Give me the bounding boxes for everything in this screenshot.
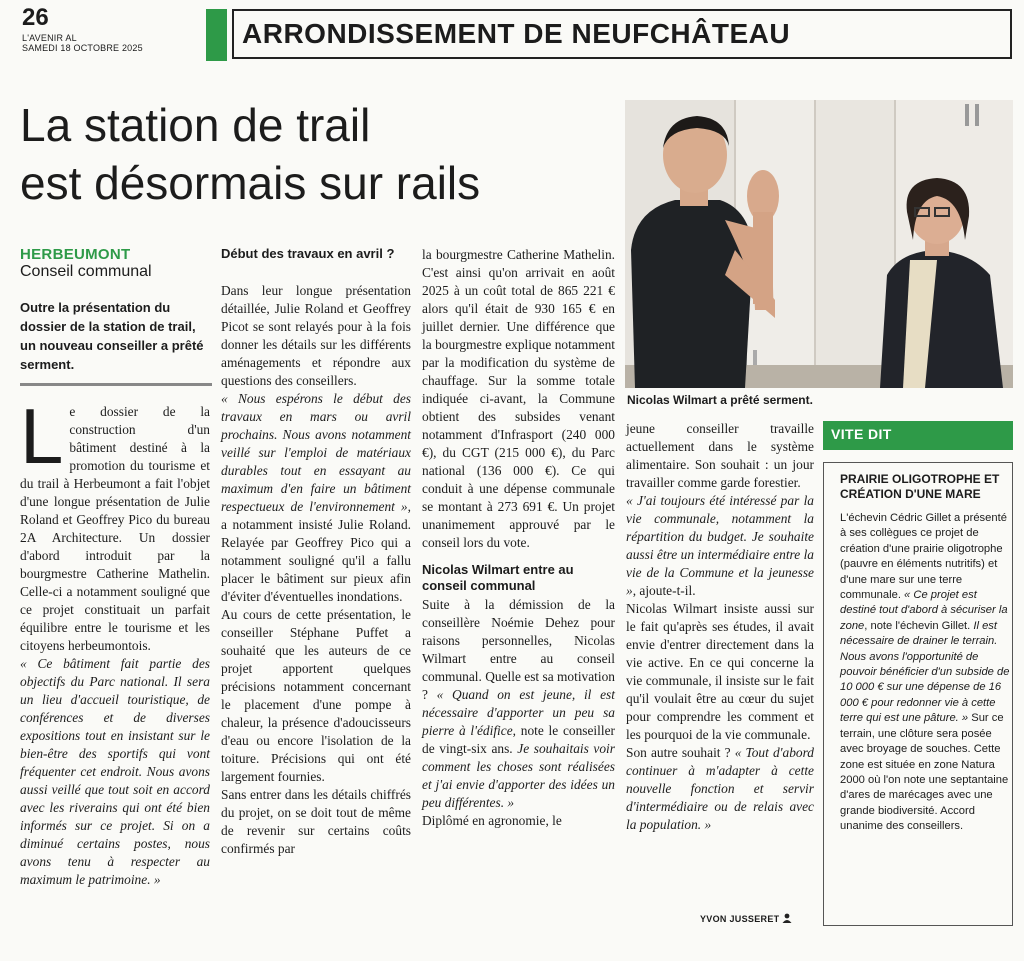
col2-paragraph-2-rest: , a notamment insisté Julie Roland. Relayée par Geoffrey Pico qui a notamment souligné qu'il a fallu placer le bâtiment sur pieux afin d'éviter d'éventuelles inondations.	[221, 499, 411, 604]
col4-paragraph-3: Nicolas Wilmart insiste aussi sur le fait qu'après ses études, il avait envie d'entrer directement dans la vie active. En ce qui concerne la vie communale, il insiste sur le fait qu'il voulait être au cœur du sujet pour comprendre les comment et les pourquoi de la vie communale.	[626, 601, 814, 742]
col4-paragraph-2-rest: , ajoute-t-il.	[632, 583, 696, 598]
col3-quote-1: « Quand on est jeune, il est nécessaire d'apporter un peu sa pierre à l'édifice	[422, 687, 615, 738]
subhead-works: Début des travaux en avril ?	[221, 246, 395, 261]
author-icon	[782, 913, 792, 923]
col1-paragraph-2	[20, 655, 210, 889]
col4-paragraph-1: jeune conseiller travaille actuellement dans le système alimentaire. Son souhait : un jour travailler comme garde forestier.	[626, 421, 814, 490]
col2-paragraph-4: Sans entrer dans les détails chiffrés du projet, on se doit tout de même de revenir sur certains coûts confirmés par	[221, 787, 411, 856]
col2-paragraph-1: Dans leur longue présentation détaillée, Julie Roland et Geoffrey Picot se sont relayés pour à la fois donner les détails sur les différents aménagements et répondre aux questions des conseillers.	[221, 283, 411, 388]
publication-date: SAMEDI 18 OCTOBRE 2025	[22, 43, 143, 53]
vite-dit-text-3: Sur ce terrain, une clôture sera posée avec broyage de souches. Cette zone est située en zone Natura 2000 où l'on note une septantaine d'ares de marécages avec une grande biodiversité. Accord unanime des conseillers.	[840, 712, 1009, 833]
col3-p2-start: Suite à la démission de la conseillère Noémie Dehez pour raisons personnelles, Nicolas Wilmart entre au conseil communal. Quelle est sa motivation ?	[422, 597, 616, 702]
kicker-place: HERBEUMONT	[20, 246, 131, 263]
article-column-2	[221, 282, 411, 858]
col4-paragraph-4	[626, 744, 814, 834]
col4-p4-start: Son autre souhait ?	[626, 745, 735, 760]
col2-paragraph-3: Au cours de cette présentation, le conseiller Stéphane Puffet a souhaité que les auteurs de ce projet apportent quelques précisions notamment concernant le placement d'une pompe à chaleur, la présence d'adoucisseurs d'eau ou encore l'isolation de la toiture. Précisions qui ont été largement fournies.	[221, 607, 411, 784]
vite-dit-text	[840, 511, 1010, 835]
subhead-new-councillor: Nicolas Wilmart entre au conseil communal	[422, 562, 574, 593]
vite-dit-quote-1: « Ce projet est destiné tout d'abord à sécuriser la zone	[840, 589, 1008, 632]
section-title: ARRONDISSEMENT DE NEUFCHÂTEAU	[242, 18, 791, 49]
col3-paragraph-1: la bourgmestre Catherine Mathelin. C'est ainsi qu'on arrivait en août 2025 à un coût total de 865 221 € alors qu'il était de 930 165 € en juillet dernier. Une différence que la bourgmestre explique notamment par la modification du système de chauffage. Sur la somme totale indiquée ci-avant, la Commune obtient des subsides venant notamment d'Infrasport (240 000 €), du CGT (215 000 €), du Parc national (136 000 €). Ce qui conduit à une dépense communale se montant à 273 691 €. Un projet unanimement approuvé par le conseil lors du vote.	[422, 247, 615, 550]
col3-paragraph-2	[422, 596, 615, 812]
vite-dit-title: PRAIRIE OLIGOTROPHE ET CRÉATION D'UNE MARE	[840, 472, 1000, 501]
section-accent-bar	[206, 9, 227, 61]
author-name: YVON JUSSERET	[700, 914, 780, 924]
kicker-topic: Conseil communal	[20, 263, 152, 280]
col1-paragraph-1	[20, 392, 210, 655]
vite-dit-label: VITE DIT	[831, 426, 892, 442]
article-column-1	[20, 392, 210, 889]
col3-paragraph-3: Diplômé en agronomie, le	[422, 813, 562, 828]
vite-dit-text-2: , note l'échevin Gillet.	[864, 619, 974, 632]
col4-quote-2: « Tout d'abord continuer à m'adapter à cette nouvelle fonction et servir d'intermédiaire ou de relais avec la population. »	[626, 745, 814, 832]
page-number: 26	[22, 4, 49, 31]
article-photo	[625, 100, 1013, 388]
vite-dit-quote-2: Il est nécessaire de drainer le terrain. Nous avons l'opportunité de pouvoir bénéficier d'un subside de 10 000 € sur une dépense de 16 000 € pour redonner vie à cette terre qui est une pâture. »	[840, 619, 1010, 725]
headline	[20, 96, 620, 212]
photo-illustration	[625, 100, 1013, 388]
publication-meta	[22, 33, 143, 53]
article-column-3	[422, 246, 615, 830]
headline-line-1: La station de trail	[20, 99, 371, 151]
col1-paragraph-1-text: e dossier de la construction d'un bâtiment destiné à la promotion du tourisme et du trail à Herbeumont a fait l'objet d'une longue présentation de Julie Roland et Geoffrey Pico du bureau 2A Architecture. Un dossier d'abord introduit par la bourgmestre Catherine Mathelin. Celle-ci a notamment souligné que ce projet constituait un parfait équilibre entre le tourisme et les citoyens herbeumontois.	[20, 404, 210, 653]
article-column-4	[626, 420, 814, 834]
headline-line-2: est désormais sur rails	[20, 157, 481, 209]
lead-divider	[20, 383, 212, 386]
drop-cap: L	[20, 392, 64, 480]
col3-quote-2: Je souhaitais voir comment les choses sont réalisées et j'ai envie d'apporter des idées un peu différentes. »	[422, 741, 615, 810]
col2-quote: « Nous espérons le début des travaux en mars ou avril prochains. Nous avons notamment veillé sur l'emploi de matériaux durables tout en essayant au maximum d'en faire un bâtiment respectueux de l'environnement »	[221, 391, 411, 514]
lead-paragraph: Outre la présentation du dossier de la station de trail, un nouveau conseiller a prêté serment.	[20, 300, 204, 372]
publication-name: L'AVENIR AL	[22, 33, 77, 43]
photo-caption: Nicolas Wilmart a prêté serment.	[627, 393, 813, 407]
col2-paragraph-2	[221, 390, 411, 606]
col3-p2-mid: , note le conseiller de vingt-six ans.	[422, 723, 615, 756]
col4-quote: « J'ai toujours été intéressé par la vie communale, notamment la répartition du budget. Je souhaite aussi être un intermédiaire entre la vie de la Commune et la jeunesse »	[626, 493, 814, 598]
vite-dit-text-1: L'échevin Cédric Gillet a présenté à ses collègues ce projet de création d'une prairie oligotrophe (pauvre en éléments nutritifs) et d'une mare sur une terre communale.	[840, 512, 1007, 602]
col4-paragraph-2	[626, 492, 814, 600]
author-signature	[700, 913, 792, 924]
col1-quote: « Ce bâtiment fait partie des objectifs du Parc national. Il sera un lieu d'accueil touristique, de conférences et de diverses expositions tout en insistant sur le bien-être des sportifs qui vont fréquenter cet endroit. Nous avons aussi veillé que tout soit en accord avec les riverains qui ont été bien informés sur ce projet. Si on a diminué certains postes, nous avons tenu à respecter au maximum le patrimoine. »	[20, 656, 210, 887]
